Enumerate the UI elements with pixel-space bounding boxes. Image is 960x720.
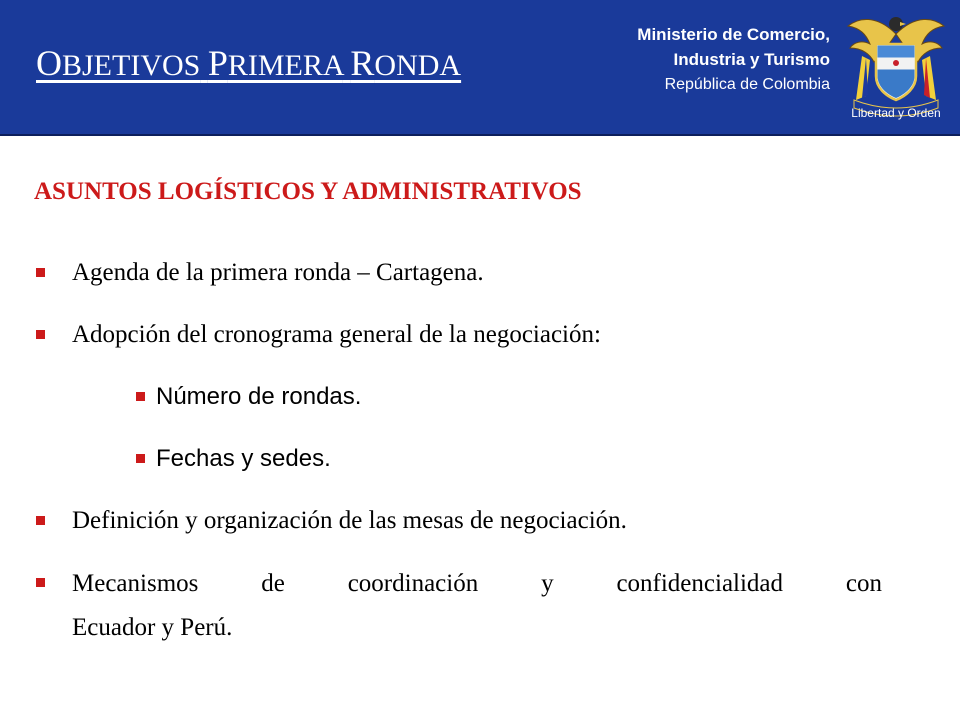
- ministry-line-1: Ministerio de Comercio,: [637, 25, 830, 44]
- list-item-text-line-1: Mecanismos de coordinación y confidencialidad con: [72, 570, 882, 597]
- list-item-text-line-2: Ecuador y Perú.: [72, 614, 233, 641]
- square-bullet-icon: [136, 392, 145, 401]
- title-initial-o: O: [36, 43, 62, 83]
- list-item: [36, 314, 882, 356]
- list-item-text: Definición y organización de las mesas de negociación.: [72, 507, 627, 534]
- crest-motto: Libertad y Orden: [851, 106, 941, 120]
- sub-list-item: [36, 438, 882, 480]
- list-item-text: Agenda de la primera ronda – Cartagena.: [72, 259, 484, 286]
- list-item: [36, 500, 882, 542]
- title-word-2: RIMERA: [227, 49, 343, 82]
- title-initial-r: R: [350, 43, 375, 83]
- square-bullet-icon: [36, 268, 45, 277]
- list-item-text: Adopción del cronograma general de la negociación:: [72, 321, 601, 348]
- bullet-list: [36, 252, 882, 670]
- square-bullet-icon: [36, 516, 45, 525]
- title-word-1: BJETIVOS: [62, 49, 201, 82]
- ministry-name: [637, 22, 830, 97]
- list-item-text: Fechas y sedes.: [156, 445, 331, 472]
- list-item: [36, 562, 882, 650]
- square-bullet-icon: [36, 578, 45, 587]
- list-item-text: Número de rondas.: [156, 383, 362, 410]
- ministry-line-3: República de Colombia: [664, 76, 830, 93]
- page-title: [36, 42, 461, 84]
- sub-list-item: [36, 376, 882, 418]
- header-banner: [0, 0, 960, 136]
- square-bullet-icon: [136, 454, 145, 463]
- title-word-3: ONDA: [374, 49, 462, 82]
- section-heading: ASUNTOS LOGÍSTICOS Y ADMINISTRATIVOS: [34, 178, 582, 205]
- list-item: [36, 252, 882, 294]
- square-bullet-icon: [36, 330, 45, 339]
- ministry-line-2: Industria y Turismo: [673, 50, 830, 69]
- title-initial-p: P: [207, 43, 228, 83]
